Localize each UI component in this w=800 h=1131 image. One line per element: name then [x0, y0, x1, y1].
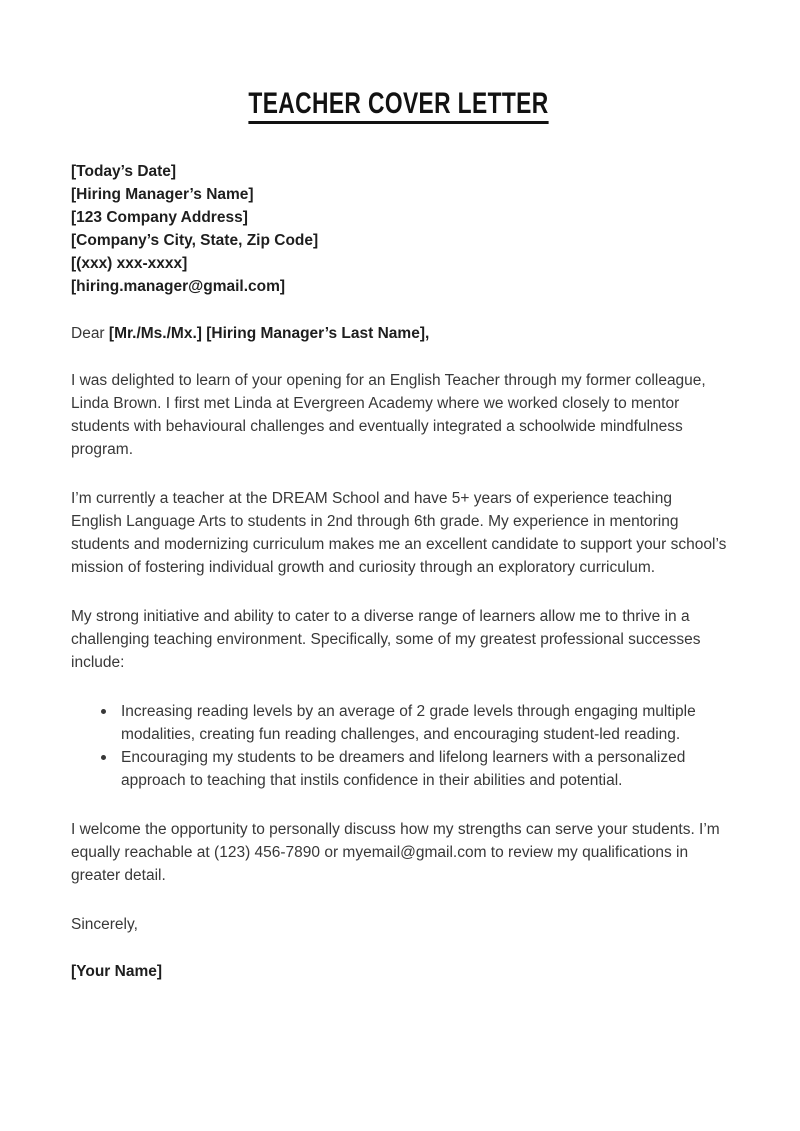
- salutation-line: [71, 322, 727, 345]
- header-line-phone: [(xxx) xxx-xxxx]: [71, 255, 188, 272]
- salutation-recipient-placeholder: [Mr./Ms./Mx.] [Hiring Manager’s Last Name],: [108, 325, 430, 342]
- header-line-email: [hiring.manager@gmail.com]: [71, 278, 286, 295]
- bullet-text: Increasing reading levels by an average of 2 grade levels through engaging multiple modalities, creating fun reading challenges, and encouraging student-led reading.: [121, 703, 696, 743]
- achievements-bullet-list: [71, 700, 727, 792]
- bullet-icon: [101, 755, 106, 760]
- salutation-prefix: Dear: [71, 325, 109, 342]
- title-row: [71, 88, 727, 124]
- bullet-icon: [101, 709, 106, 714]
- signature-name-placeholder: [Your Name]: [71, 963, 163, 980]
- bullet-text: Encouraging my students to be dreamers and lifelong learners with a personalized approach to teaching that instils confidence in their abilities and potential.: [121, 749, 686, 789]
- body-paragraph-2: I’m currently a teacher at the DREAM School and have 5+ years of experience teaching English Language Arts to students in 2nd through 6th grade. My experience in mentoring students and modernizing curriculum makes me an excellent candidate to support your school’s mission of fostering individual growth and curiosity through an exploratory curriculum.: [71, 490, 727, 576]
- letter-header-block: [71, 160, 727, 298]
- header-line-hiring-manager-name: [Hiring Manager’s Name]: [71, 186, 254, 203]
- page-title: TEACHER COVER LETTER: [249, 88, 549, 124]
- closing-paragraph: I welcome the opportunity to personally discuss how my strengths can serve your students. I’m equally reachable at (123) 456-7890 or myemail@gmail.com to review my qualifications in greater detail.: [71, 821, 720, 884]
- valediction: Sincerely,: [71, 916, 138, 933]
- bullet-item-encouraging-students: [71, 746, 727, 792]
- header-line-todays-date: [Today’s Date]: [71, 163, 177, 180]
- body-paragraph-1: I was delighted to learn of your opening for an English Teacher through my former colleague, Linda Brown. I first met Linda at Evergreen Academy where we worked closely to mentor students with behavioural challenges and eventually integrated a schoolwide mindfulness program.: [71, 372, 706, 458]
- header-line-company-address: [123 Company Address]: [71, 209, 248, 226]
- bullet-item-reading-levels: [71, 700, 727, 746]
- body-paragraph-3: My strong initiative and ability to cater to a diverse range of learners allow me to thrive in a challenging teaching environment. Specifically, some of my greatest professional successes include:: [71, 608, 701, 671]
- header-line-city-state-zip: [Company’s City, State, Zip Code]: [71, 232, 319, 249]
